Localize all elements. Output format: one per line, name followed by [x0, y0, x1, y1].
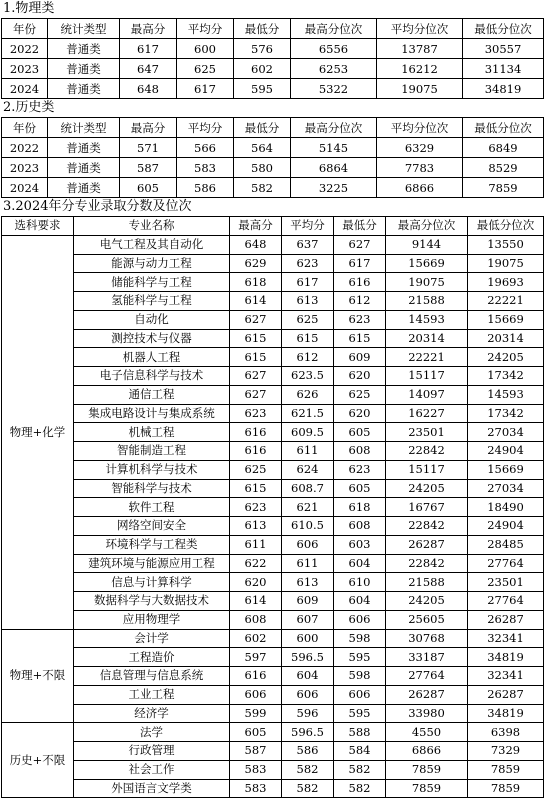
table-cell: 615 [334, 329, 386, 348]
table-cell: 616 [230, 423, 282, 442]
table-row [2, 779, 544, 798]
table-cell: 16212 [377, 59, 463, 79]
table-row [2, 685, 544, 704]
table-cell: 613 [282, 573, 334, 592]
table-cell: 27764 [468, 592, 544, 611]
major-name-cell: 储能科学与工程 [74, 273, 230, 292]
table-row [2, 442, 544, 461]
table-header-row [2, 118, 544, 138]
table-cell: 32341 [468, 667, 544, 686]
table-cell: 22842 [386, 554, 468, 573]
column-header: 最低分 [334, 217, 386, 236]
major-name-cell: 经济学 [74, 704, 230, 723]
table-cell: 566 [177, 138, 234, 158]
table-cell: 20314 [468, 329, 544, 348]
table-cell: 26287 [386, 685, 468, 704]
column-header: 最低分位次 [463, 118, 544, 138]
subject-requirement-cell: 历史+不限 [2, 723, 74, 798]
table-cell: 7783 [377, 158, 463, 178]
table-cell: 27764 [468, 554, 544, 573]
column-header: 最低分位次 [463, 19, 544, 39]
subject-requirement-cell: 物理+化学 [2, 235, 74, 629]
table-cell: 23501 [386, 423, 468, 442]
major-name-cell: 智能科学与技术 [74, 479, 230, 498]
table-cell: 605 [334, 479, 386, 498]
table-row [2, 367, 544, 386]
table-cell: 2022 [2, 39, 48, 59]
column-header: 年份 [2, 19, 48, 39]
column-header: 专业名称 [74, 217, 230, 236]
table-cell: 611 [282, 554, 334, 573]
table-cell: 604 [282, 667, 334, 686]
table-cell: 6556 [291, 39, 377, 59]
table-cell: 623 [282, 254, 334, 273]
table-cell: 606 [334, 610, 386, 629]
table-cell: 627 [230, 310, 282, 329]
table-cell: 34819 [468, 648, 544, 667]
table-majors [1, 216, 544, 798]
table-cell: 2022 [2, 138, 48, 158]
table-cell: 596.5 [282, 648, 334, 667]
table-row [2, 310, 544, 329]
table-row [2, 385, 544, 404]
table-row [2, 554, 544, 573]
major-name-cell: 外国语言文学类 [74, 779, 230, 798]
table-cell: 608 [334, 517, 386, 536]
table-cell: 34819 [463, 79, 544, 99]
major-name-cell: 计算机科学与技术 [74, 460, 230, 479]
column-header: 选科要求 [2, 217, 74, 236]
table-cell: 605 [120, 178, 177, 198]
table-cell: 15669 [386, 254, 468, 273]
table-row [2, 254, 544, 273]
table-cell: 15669 [468, 310, 544, 329]
table-cell: 615 [230, 348, 282, 367]
table-cell: 26287 [386, 535, 468, 554]
column-header: 最高分位次 [386, 217, 468, 236]
table-cell: 6866 [386, 742, 468, 761]
column-header: 最低分 [234, 19, 291, 39]
table-cell: 625 [230, 460, 282, 479]
major-name-cell: 电子信息科学与技术 [74, 367, 230, 386]
table-cell: 582 [282, 760, 334, 779]
table-row [2, 404, 544, 423]
table-cell: 6253 [291, 59, 377, 79]
column-header: 平均分 [282, 217, 334, 236]
major-name-cell: 软件工程 [74, 498, 230, 517]
table-cell: 620 [334, 367, 386, 386]
table-row [2, 573, 544, 592]
section-title-majors: 3.2024年分专业录取分数及位次 [3, 199, 192, 214]
table-cell: 普通类 [48, 59, 120, 79]
table-cell: 625 [334, 385, 386, 404]
table-cell: 26287 [468, 610, 544, 629]
table-cell: 602 [230, 629, 282, 648]
column-header: 统计类型 [48, 19, 120, 39]
table-cell: 582 [282, 779, 334, 798]
table-cell: 583 [177, 158, 234, 178]
table-cell: 623 [230, 404, 282, 423]
table-cell: 620 [230, 573, 282, 592]
table-cell: 586 [282, 742, 334, 761]
table-cell: 617 [177, 79, 234, 99]
table-cell: 24205 [386, 592, 468, 611]
column-header: 最高分位次 [291, 118, 377, 138]
table-cell: 22842 [386, 517, 468, 536]
table-cell: 609 [334, 348, 386, 367]
table-cell: 13787 [377, 39, 463, 59]
table-cell: 30557 [463, 39, 544, 59]
table-cell: 597 [230, 648, 282, 667]
table-cell: 623 [334, 460, 386, 479]
major-name-cell: 行政管理 [74, 742, 230, 761]
table-cell: 22221 [386, 348, 468, 367]
table-cell: 582 [334, 779, 386, 798]
table-cell: 599 [230, 704, 282, 723]
table-cell: 600 [177, 39, 234, 59]
table-cell: 6849 [463, 138, 544, 158]
table-cell: 16227 [386, 404, 468, 423]
table-cell: 33980 [386, 704, 468, 723]
table-cell: 608 [230, 610, 282, 629]
table-row [2, 498, 544, 517]
table-cell: 582 [234, 178, 291, 198]
table-cell: 596 [282, 704, 334, 723]
table-cell: 7859 [468, 779, 544, 798]
table-row [2, 292, 544, 311]
table-cell: 605 [334, 423, 386, 442]
table-cell: 608.7 [282, 479, 334, 498]
column-header: 最高分位次 [291, 19, 377, 39]
table-cell: 616 [230, 442, 282, 461]
major-name-cell: 环境科学与工程类 [74, 535, 230, 554]
table-cell: 647 [120, 59, 177, 79]
table-row [2, 138, 544, 158]
table-cell: 606 [282, 685, 334, 704]
table-cell: 606 [230, 685, 282, 704]
table-cell: 普通类 [48, 138, 120, 158]
table-row [2, 273, 544, 292]
table-cell: 2024 [2, 79, 48, 99]
table-cell: 3225 [291, 178, 377, 198]
table-cell: 24904 [468, 442, 544, 461]
table-cell: 17342 [468, 404, 544, 423]
table-cell: 603 [334, 535, 386, 554]
table-cell: 571 [120, 138, 177, 158]
table-cell: 617 [120, 39, 177, 59]
table-cell: 617 [334, 254, 386, 273]
major-name-cell: 网络空间安全 [74, 517, 230, 536]
table-row [2, 59, 544, 79]
table-cell: 586 [177, 178, 234, 198]
major-name-cell: 机器人工程 [74, 348, 230, 367]
table-cell: 618 [230, 273, 282, 292]
table-cell: 17342 [468, 367, 544, 386]
table-cell: 604 [334, 592, 386, 611]
table-cell: 582 [334, 760, 386, 779]
column-header: 平均分 [177, 118, 234, 138]
table-cell: 621 [282, 498, 334, 517]
table-cell: 627 [230, 385, 282, 404]
table-cell: 6398 [468, 723, 544, 742]
table-cell: 623 [334, 310, 386, 329]
table-cell: 7859 [386, 779, 468, 798]
table-cell: 625 [282, 310, 334, 329]
table-cell: 606 [282, 535, 334, 554]
table-cell: 623 [230, 498, 282, 517]
table-cell: 564 [234, 138, 291, 158]
table-cell: 24205 [468, 348, 544, 367]
table-cell: 587 [230, 742, 282, 761]
table-cell: 30768 [386, 629, 468, 648]
table-row [2, 629, 544, 648]
table-cell: 6329 [377, 138, 463, 158]
table-row [2, 648, 544, 667]
table-cell: 6864 [291, 158, 377, 178]
table-cell: 23501 [468, 573, 544, 592]
table-cell: 626 [282, 385, 334, 404]
table-cell: 7329 [468, 742, 544, 761]
table-cell: 595 [234, 79, 291, 99]
table-cell: 618 [334, 498, 386, 517]
major-name-cell: 智能制造工程 [74, 442, 230, 461]
table-cell: 19075 [386, 273, 468, 292]
column-header: 最高分 [230, 217, 282, 236]
major-name-cell: 电气工程及其自动化 [74, 235, 230, 254]
table-cell: 615 [282, 329, 334, 348]
table-cell: 614 [230, 292, 282, 311]
major-name-cell: 能源与动力工程 [74, 254, 230, 273]
table-cell: 598 [334, 629, 386, 648]
table-cell: 602 [234, 59, 291, 79]
table-cell: 637 [282, 235, 334, 254]
table-cell: 620 [334, 404, 386, 423]
table-row [2, 742, 544, 761]
table-cell: 595 [334, 704, 386, 723]
table-cell: 616 [230, 667, 282, 686]
table-row [2, 592, 544, 611]
table-cell: 583 [230, 760, 282, 779]
table-cell: 611 [230, 535, 282, 554]
table-cell: 普通类 [48, 79, 120, 99]
major-name-cell: 自动化 [74, 310, 230, 329]
major-name-cell: 信息管理与信息系统 [74, 667, 230, 686]
table-cell: 627 [334, 235, 386, 254]
table-cell: 25605 [386, 610, 468, 629]
table-row [2, 460, 544, 479]
column-header: 最高分 [120, 118, 177, 138]
subject-requirement-cell: 物理+不限 [2, 629, 74, 723]
table-cell: 2023 [2, 158, 48, 178]
table-cell: 34819 [468, 704, 544, 723]
table-cell: 604 [334, 554, 386, 573]
table-cell: 7859 [463, 178, 544, 198]
major-name-cell: 信息与计算科学 [74, 573, 230, 592]
table-cell: 33187 [386, 648, 468, 667]
table-cell: 15117 [386, 460, 468, 479]
column-header: 最低分位次 [468, 217, 544, 236]
table-cell: 583 [230, 779, 282, 798]
major-name-cell: 法学 [74, 723, 230, 742]
table-cell: 27764 [386, 667, 468, 686]
table-cell: 32341 [468, 629, 544, 648]
column-header: 平均分位次 [377, 19, 463, 39]
major-name-cell: 氢能科学与工程 [74, 292, 230, 311]
table-cell: 613 [230, 517, 282, 536]
table-cell: 616 [334, 273, 386, 292]
section-title-history: 2.历史类 [3, 100, 55, 115]
table-cell: 14097 [386, 385, 468, 404]
table-cell: 8529 [463, 158, 544, 178]
table-cell: 21588 [386, 573, 468, 592]
table-cell: 611 [282, 442, 334, 461]
table-row [2, 704, 544, 723]
table-cell: 598 [334, 667, 386, 686]
table-cell: 607 [282, 610, 334, 629]
table-cell: 624 [282, 460, 334, 479]
table-cell: 普通类 [48, 158, 120, 178]
table-cell: 614 [230, 592, 282, 611]
table-row [2, 158, 544, 178]
major-name-cell: 建筑环境与能源应用工程 [74, 554, 230, 573]
table-cell: 627 [230, 367, 282, 386]
major-name-cell: 测控技术与仪器 [74, 329, 230, 348]
table-row [2, 79, 544, 99]
table-cell: 609 [282, 592, 334, 611]
table-cell: 587 [120, 158, 177, 178]
table-cell: 600 [282, 629, 334, 648]
table-header-row [2, 19, 544, 39]
table-cell: 608 [334, 442, 386, 461]
table-cell: 617 [282, 273, 334, 292]
table-cell: 22842 [386, 442, 468, 461]
table-cell: 648 [120, 79, 177, 99]
table-cell: 普通类 [48, 39, 120, 59]
table-cell: 7859 [386, 760, 468, 779]
table-cell: 609.5 [282, 423, 334, 442]
table-cell: 18490 [468, 498, 544, 517]
table-cell: 21588 [386, 292, 468, 311]
table-cell: 5322 [291, 79, 377, 99]
major-name-cell: 应用物理学 [74, 610, 230, 629]
table-row [2, 178, 544, 198]
column-header: 最高分 [120, 19, 177, 39]
major-name-cell: 会计学 [74, 629, 230, 648]
table-header-row [2, 217, 544, 236]
table-cell: 2024 [2, 178, 48, 198]
column-header: 年份 [2, 118, 48, 138]
table-cell: 22221 [468, 292, 544, 311]
table-row [2, 723, 544, 742]
table-cell: 588 [334, 723, 386, 742]
table-cell: 31134 [463, 59, 544, 79]
table-cell: 612 [334, 292, 386, 311]
table-cell: 6866 [377, 178, 463, 198]
table-cell: 20314 [386, 329, 468, 348]
table-cell: 648 [230, 235, 282, 254]
table-cell: 28485 [468, 535, 544, 554]
table-row [2, 423, 544, 442]
table-cell: 621.5 [282, 404, 334, 423]
table-cell: 15669 [468, 460, 544, 479]
table-cell: 27034 [468, 479, 544, 498]
table-cell: 7859 [468, 760, 544, 779]
major-name-cell: 机械工程 [74, 423, 230, 442]
table-cell: 612 [282, 348, 334, 367]
table-cell: 615 [230, 479, 282, 498]
table-row [2, 535, 544, 554]
table-cell: 19693 [468, 273, 544, 292]
table-row [2, 348, 544, 367]
table-row [2, 235, 544, 254]
table-physics [1, 18, 544, 99]
column-header: 最低分 [234, 118, 291, 138]
table-cell: 625 [177, 59, 234, 79]
table-cell: 19075 [468, 254, 544, 273]
table-cell: 605 [230, 723, 282, 742]
table-cell: 623.5 [282, 367, 334, 386]
table-cell: 615 [230, 329, 282, 348]
table-cell: 2023 [2, 59, 48, 79]
table-cell: 576 [234, 39, 291, 59]
table-cell: 610.5 [282, 517, 334, 536]
table-cell: 27034 [468, 423, 544, 442]
table-row [2, 610, 544, 629]
table-cell: 596.5 [282, 723, 334, 742]
table-history [1, 117, 544, 198]
table-cell: 610 [334, 573, 386, 592]
table-cell: 19075 [377, 79, 463, 99]
table-row [2, 517, 544, 536]
column-header: 平均分 [177, 19, 234, 39]
table-cell: 613 [282, 292, 334, 311]
column-header: 平均分位次 [377, 118, 463, 138]
major-name-cell: 数据科学与大数据技术 [74, 592, 230, 611]
table-cell: 24904 [468, 517, 544, 536]
table-cell: 584 [334, 742, 386, 761]
table-cell: 5145 [291, 138, 377, 158]
section-title-physics: 1.物理类 [3, 1, 55, 16]
major-name-cell: 通信工程 [74, 385, 230, 404]
table-cell: 606 [334, 685, 386, 704]
table-cell: 15117 [386, 367, 468, 386]
table-row [2, 39, 544, 59]
table-cell: 13550 [468, 235, 544, 254]
table-cell: 629 [230, 254, 282, 273]
table-cell: 26287 [468, 685, 544, 704]
major-name-cell: 工程造价 [74, 648, 230, 667]
column-header: 统计类型 [48, 118, 120, 138]
table-cell: 595 [334, 648, 386, 667]
table-cell: 14593 [386, 310, 468, 329]
table-cell: 普通类 [48, 178, 120, 198]
table-row [2, 760, 544, 779]
table-cell: 24205 [386, 479, 468, 498]
table-cell: 9144 [386, 235, 468, 254]
major-name-cell: 社会工作 [74, 760, 230, 779]
major-name-cell: 集成电路设计与集成系统 [74, 404, 230, 423]
table-cell: 16767 [386, 498, 468, 517]
table-cell: 4550 [386, 723, 468, 742]
table-row [2, 479, 544, 498]
major-name-cell: 工业工程 [74, 685, 230, 704]
table-row [2, 667, 544, 686]
table-cell: 622 [230, 554, 282, 573]
table-cell: 14593 [468, 385, 544, 404]
table-cell: 580 [234, 158, 291, 178]
table-row [2, 329, 544, 348]
